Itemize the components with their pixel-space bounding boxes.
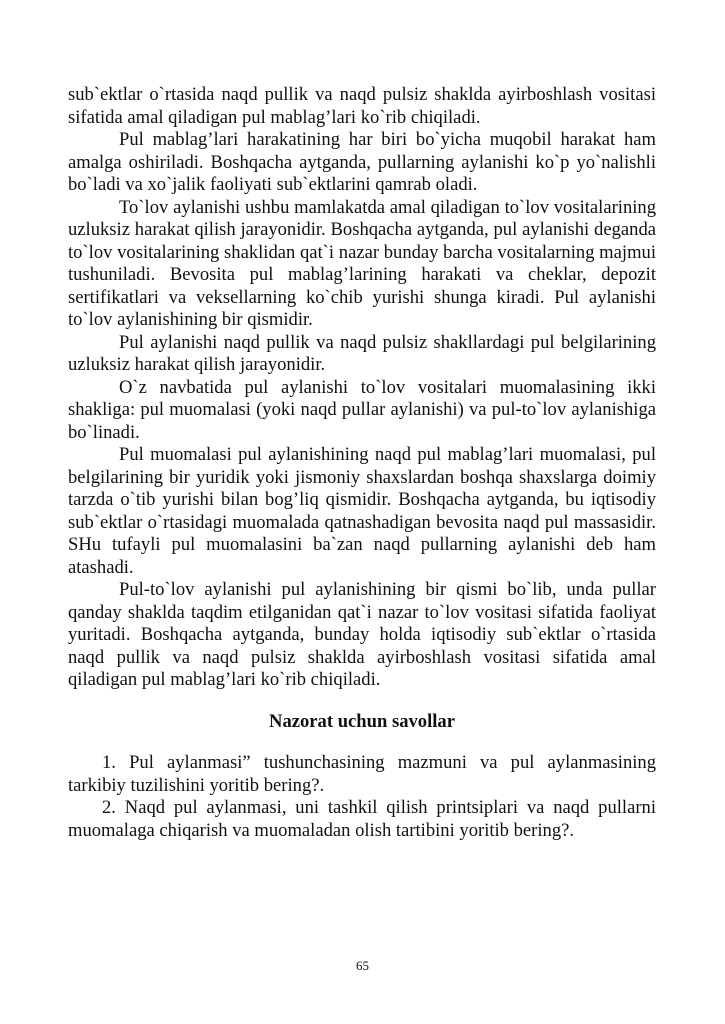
- paragraph: Pul-to`lov aylanishi pul aylanishining bir qismi bo`lib, unda pullar qanday shaklda taqdim etilganidan qat`i nazar to`lov vositasi sifatida faoliyat yuritadi. Boshqacha aytganda, bunday holda iqtisodiy sub`ektlar o`rtasida naqd pullik va naqd pulsiz shaklda ayirboshlash vositasi sifatida amal qiladigan pul mablag’lari ko`rib chiqiladi.: [68, 579, 656, 690]
- paragraph: To`lov aylanishi ushbu mamlakatda amal qiladigan to`lov vositalarining uzluksiz harakat qilish jarayonidir. Boshqacha aytganda, pul aylanishi deganda to`lov vositalarining shaklidan qat`i nazar bunday barcha vositalarning majmui tushuniladi. Bevosita pul mablag’larining harakati va cheklar, depozit sertifikatlari va veksellarning ko`chib yurishi shunga kiradi. Pul aylanishi to`lov aylanishining bir qismidir.: [68, 196, 656, 330]
- section-heading: Nazorat uchun savollar: [269, 710, 455, 732]
- paragraph: Pul muomalasi pul aylanishining naqd pul mablag’lari muomalasi, pul belgilarining bir yuridik yoki jismoniy shaxslardan boshqa shaxslarga doimiy tarzda o`tib yurishi bilan bog’liq qismidir. Boshqacha aytganda, bu iqtisodiy sub`ektlar o`rtasidagi muomalada qatnashadigan bevosita naqd pul massasidir. SHu tufayli pul muomalasini ba`zan naqd pullarning aylanishi deb ham atashadi.: [68, 444, 656, 578]
- question-item: 2. Naqd pul aylanmasi, uni tashkil qilish printsiplari va naqd pullarni muomalaga chiqarish va muomaladan olish tartibini yoritib bering?.: [68, 797, 656, 841]
- paragraph: Pul mablag’lari harakatining har biri bo`yicha muqobil harakat ham amalga oshiriladi. Boshqacha aytganda, pullarning aylanishi ko`p yo`nalishli bo`ladi va xo`jalik faoliyati sub`ektlarini qamrab oladi.: [68, 129, 656, 195]
- paragraph: Pul aylanishi naqd pullik va naqd pulsiz shakllardagi pul belgilarining uzluksiz harakat qilish jarayonidir.: [68, 331, 656, 375]
- question-item: 1. Pul aylanmasi” tushunchasining mazmuni va pul aylanmasining tarkibiy tuzilishini yoritib bering?.: [68, 752, 656, 796]
- page-body: [68, 84, 656, 842]
- paragraph: sub`ektlar o`rtasida naqd pullik va naqd pulsiz shaklda ayirboshlash vositasi sifatida amal qiladigan pul mablag’lari ko`rib chiqiladi.: [68, 84, 656, 128]
- paragraph: O`z navbatida pul aylanishi to`lov vositalari muomalasining ikki shakliga: pul muomalasi (yoki naqd pullar aylanishi) va pul-to`lov aylanishiga bo`linadi.: [68, 376, 656, 443]
- page-number: 65: [356, 958, 369, 973]
